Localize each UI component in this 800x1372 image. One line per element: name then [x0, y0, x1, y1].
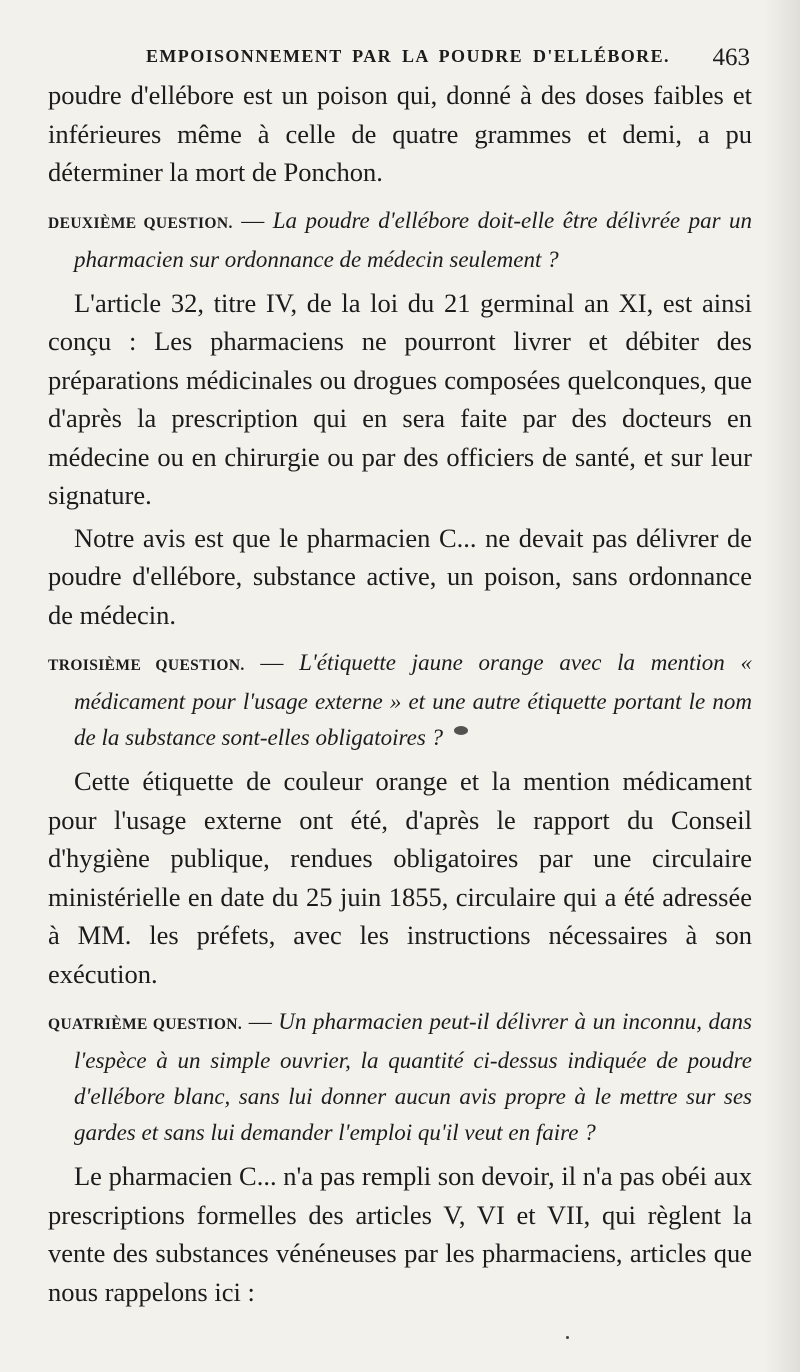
question-dash: — — [244, 650, 300, 675]
page-number: 463 — [712, 44, 750, 71]
ink-speck — [566, 1336, 569, 1339]
paragraph-poison-conclusion: poudre d'ellébore est un poison qui, donné à des doses faibles et inférieures même à celle de quatre grammes et demi, a pu déterminer la mort de Ponchon. — [48, 80, 752, 187]
paragraph-avis: Notre avis est que le pharmacien C... ne devait pas délivrer de poudre d'ellébore, substance active, un poison, sans ordonnance de médecin. — [48, 522, 752, 630]
question-text: Un pharmacien peut-il délivrer à un inconnu, dans l'espèce à un simple ouvrier, la quantité ci-dessus indiquée de poudre d'ellébore blanc, sans lui donner aucun avis propre à le mettre sur ses gardes et sans lui demander l'emploi qu'il veut en faire ? — [74, 1009, 752, 1145]
question-text: L'étiquette jaune orange avec la mention « médicament pour l'usage externe » et une autre étiquette portant le nom de la substance sont-elles obligatoires ? — [74, 650, 752, 750]
ink-blot — [454, 726, 468, 735]
question-dash: — — [242, 1009, 279, 1034]
running-title: EMPOISONNEMENT PAR LA POUDRE D'ELLÉBORE. — [146, 46, 670, 66]
question-label: QUATRIÈME QUESTION. — [48, 1016, 243, 1033]
question-text: La poudre d'ellébore doit-elle être délivrée par un pharmacien sur ordonnance de médecin seulement ? — [74, 207, 753, 272]
body-text — [48, 76, 752, 1311]
scan-shadow — [764, 0, 800, 1372]
paragraph-etiquette: Cette étiquette de couleur orange et la mention médicament pour l'usage externe ont été, d'après le rapport du Conseil d'hygiène publique, rendues obligatoires par une circulaire ministérielle en date du 25 juin 1855, circulaire qui a été adressée à MM. les préfets, avec les instructions nécessaires à son exécution. — [48, 766, 752, 989]
question-deuxieme — [48, 203, 752, 278]
paragraph-devoir: Le pharmacien C... n'a pas rempli son devoir, il n'a pas obéi aux prescriptions formelles des articles V, VI et VII, qui règlent la vente des substances vénéneuses par les pharmaciens, articles que nous rappelons ici : — [48, 1161, 752, 1307]
question-troisieme — [48, 645, 752, 756]
question-quatrieme — [48, 1004, 752, 1151]
paragraph-article-32: L'article 32, titre IV, de la loi du 21 germinal an XI, est ainsi conçu : Les pharmaciens ne pourront livrer et débiter des préparations médicinales ou drogues composées quelconques, que d'après la prescription qui en sera faite par des docteurs en médecine ou en chirurgie ou par des officiers de santé, et sur leur signature. — [48, 287, 752, 510]
running-head — [0, 44, 800, 74]
question-label: DEUXIÈME QUESTION. — [48, 214, 233, 232]
question-dash: — — [232, 207, 273, 233]
question-label: TROISIÈME QUESTION. — [48, 657, 245, 674]
